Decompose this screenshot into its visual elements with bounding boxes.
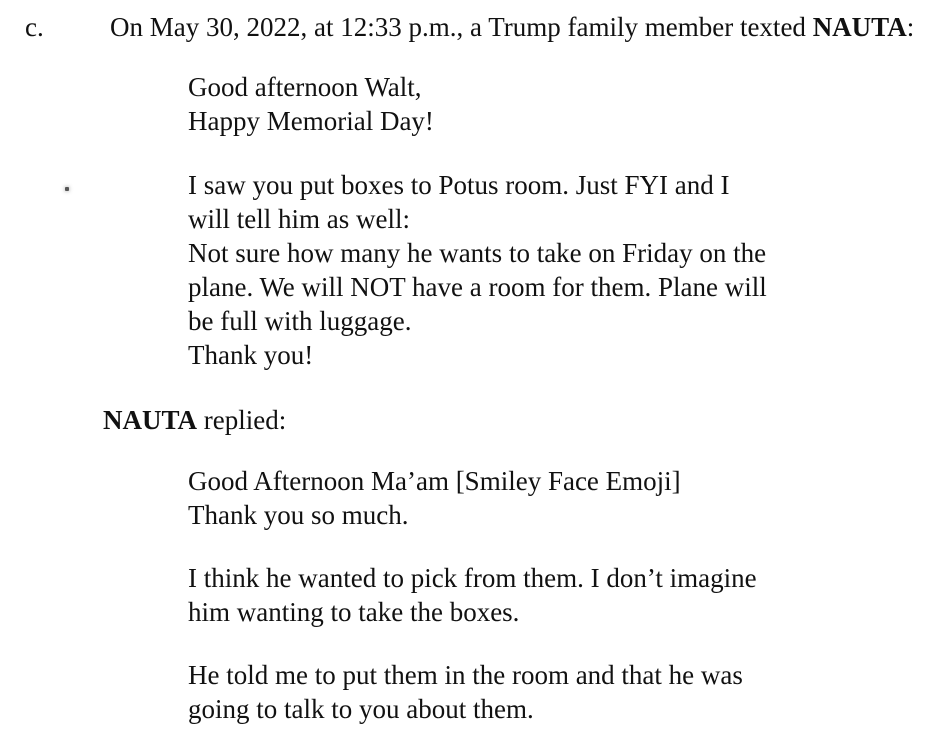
quote-line: plane. We will NOT have a room for them. Plane will (188, 272, 767, 302)
reply-heading-text: replied: (197, 405, 287, 435)
reply-pick-message (188, 561, 757, 629)
section-label: c. (25, 12, 44, 42)
quote-boxes-message (188, 168, 767, 372)
reply-greeting (188, 464, 681, 532)
section-heading-row (25, 10, 941, 44)
quote-line: be full with luggage. (188, 306, 412, 336)
heading-nauta-bold: NAUTA (812, 12, 907, 42)
reply-room-message (188, 658, 743, 726)
quote-line: Not sure how many he wants to take on Friday on the (188, 238, 767, 268)
section-heading-text (110, 10, 914, 44)
quote-line: Good afternoon Walt, (188, 72, 422, 102)
heading-text-before: On May 30, 2022, at 12:33 p.m., a Trump family member texted (110, 12, 813, 42)
quote-line: I saw you put boxes to Potus room. Just FYI and I (188, 170, 730, 200)
quote-line: He told me to put them in the room and that he was (188, 660, 743, 690)
quote-line: will tell him as well: (188, 204, 410, 234)
quote-walt-greeting (188, 70, 434, 138)
quote-line: Thank you so much. (188, 500, 409, 530)
quote-line: him wanting to take the boxes. (188, 597, 520, 627)
reply-heading (103, 403, 286, 437)
scan-speck (65, 187, 69, 191)
quote-line: Thank you! (188, 340, 314, 370)
quote-line: Good Afternoon Ma’am [Smiley Face Emoji] (188, 466, 681, 496)
quote-line: Happy Memorial Day! (188, 106, 434, 136)
quote-line: going to talk to you about them. (188, 694, 534, 724)
reply-nauta-bold: NAUTA (103, 405, 197, 435)
heading-text-after: : (906, 12, 915, 42)
quote-line: I think he wanted to pick from them. I don’t imagine (188, 563, 757, 593)
